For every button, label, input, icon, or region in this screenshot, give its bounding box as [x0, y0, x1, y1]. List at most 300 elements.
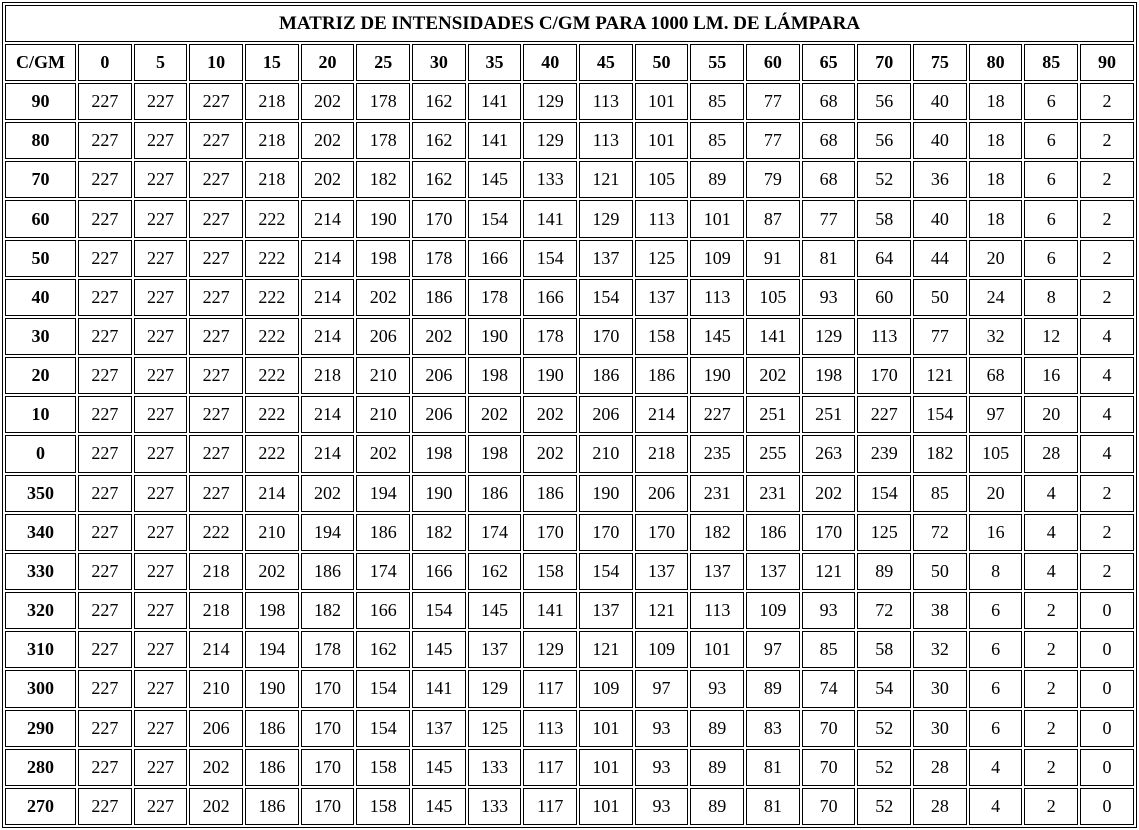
table-cell: 186 [579, 357, 633, 394]
table-cell: 137 [579, 240, 633, 277]
table-cell: 2 [1024, 749, 1078, 786]
table-cell: 113 [579, 83, 633, 120]
table-cell: 109 [635, 631, 689, 668]
column-header: 60 [746, 44, 800, 81]
table-cell: 32 [913, 631, 967, 668]
table-cell: 109 [579, 670, 633, 707]
table-cell: 239 [857, 435, 911, 472]
table-cell: 121 [579, 161, 633, 198]
table-cell: 186 [635, 357, 689, 394]
table-cell: 198 [468, 357, 522, 394]
table-cell: 182 [412, 514, 466, 551]
table-cell: 137 [412, 710, 466, 747]
table-cell: 182 [301, 592, 355, 629]
table-cell: 202 [189, 749, 243, 786]
table-cell: 170 [412, 200, 466, 237]
table-cell: 227 [189, 122, 243, 159]
table-cell: 227 [134, 161, 188, 198]
column-header: 85 [1024, 44, 1078, 81]
table-row [5, 631, 1134, 668]
table-cell: 6 [1024, 83, 1078, 120]
table-cell: 129 [523, 631, 577, 668]
table-cell: 166 [356, 592, 410, 629]
table-cell: 125 [468, 710, 522, 747]
table-cell: 170 [301, 749, 355, 786]
table-cell: 186 [356, 514, 410, 551]
table-cell: 83 [746, 710, 800, 747]
table-cell: 77 [746, 122, 800, 159]
table-cell: 186 [468, 475, 522, 512]
table-cell: 218 [245, 83, 299, 120]
table-cell: 4 [1080, 435, 1134, 472]
corner-label: C/GM [5, 44, 76, 81]
table-cell: 186 [523, 475, 577, 512]
column-header: 90 [1080, 44, 1134, 81]
table-cell: 141 [523, 200, 577, 237]
table-cell: 6 [969, 710, 1023, 747]
row-header: 50 [5, 240, 76, 277]
table-cell: 154 [523, 240, 577, 277]
table-cell: 117 [523, 670, 577, 707]
table-cell: 6 [969, 592, 1023, 629]
table-cell: 202 [523, 396, 577, 433]
table-cell: 227 [189, 318, 243, 355]
row-header: 80 [5, 122, 76, 159]
table-cell: 137 [468, 631, 522, 668]
table-cell: 79 [746, 161, 800, 198]
table-cell: 70 [802, 749, 856, 786]
table-cell: 4 [969, 788, 1023, 825]
table-cell: 227 [78, 83, 132, 120]
table-cell: 18 [969, 200, 1023, 237]
table-cell: 222 [245, 396, 299, 433]
table-cell: 4 [1024, 553, 1078, 590]
table-cell: 178 [468, 279, 522, 316]
table-cell: 0 [1080, 631, 1134, 668]
table-cell: 141 [468, 83, 522, 120]
column-header: 65 [802, 44, 856, 81]
table-cell: 101 [579, 749, 633, 786]
column-header: 80 [969, 44, 1023, 81]
table-cell: 93 [635, 788, 689, 825]
table-cell: 227 [189, 435, 243, 472]
table-cell: 170 [635, 514, 689, 551]
table-cell: 58 [857, 631, 911, 668]
table-cell: 178 [301, 631, 355, 668]
table-cell: 178 [523, 318, 577, 355]
row-header: 320 [5, 592, 76, 629]
table-cell: 227 [189, 396, 243, 433]
table-cell: 202 [301, 83, 355, 120]
table-cell: 202 [412, 318, 466, 355]
table-cell: 0 [1080, 788, 1134, 825]
table-cell: 227 [189, 240, 243, 277]
table-cell: 227 [78, 592, 132, 629]
table-cell: 89 [690, 710, 744, 747]
table-cell: 89 [690, 788, 744, 825]
table-cell: 227 [690, 396, 744, 433]
table-cell: 202 [356, 435, 410, 472]
table-cell: 2 [1080, 161, 1134, 198]
table-cell: 202 [301, 161, 355, 198]
table-cell: 190 [468, 318, 522, 355]
table-cell: 202 [245, 553, 299, 590]
row-header: 20 [5, 357, 76, 394]
table-cell: 227 [78, 710, 132, 747]
table-cell: 227 [134, 396, 188, 433]
table-cell: 129 [579, 200, 633, 237]
table-title: MATRIZ DE INTENSIDADES C/GM PARA 1000 LM. DE LÁMPARA [5, 5, 1134, 42]
table-cell: 198 [468, 435, 522, 472]
table-cell: 145 [690, 318, 744, 355]
table-cell: 52 [857, 749, 911, 786]
table-cell: 214 [635, 396, 689, 433]
table-cell: 4 [1024, 475, 1078, 512]
table-cell: 0 [1080, 749, 1134, 786]
table-cell: 40 [913, 83, 967, 120]
table-cell: 170 [301, 670, 355, 707]
table-cell: 28 [1024, 435, 1078, 472]
table-cell: 202 [523, 435, 577, 472]
table-cell: 170 [802, 514, 856, 551]
table-cell: 50 [913, 279, 967, 316]
table-cell: 154 [579, 279, 633, 316]
table-cell: 2 [1080, 200, 1134, 237]
table-cell: 137 [579, 592, 633, 629]
table-cell: 190 [356, 200, 410, 237]
table-cell: 222 [245, 318, 299, 355]
table-cell: 121 [802, 553, 856, 590]
intensity-matrix-table [2, 2, 1137, 828]
row-header: 290 [5, 710, 76, 747]
table-cell: 0 [1080, 670, 1134, 707]
table-cell: 4 [1080, 396, 1134, 433]
column-header: 45 [579, 44, 633, 81]
table-cell: 227 [134, 83, 188, 120]
table-cell: 50 [913, 553, 967, 590]
table-cell: 2 [1080, 553, 1134, 590]
table-cell: 54 [857, 670, 911, 707]
table-cell: 231 [746, 475, 800, 512]
table-body [5, 83, 1134, 825]
table-cell: 162 [356, 631, 410, 668]
table-cell: 227 [134, 200, 188, 237]
table-cell: 222 [245, 240, 299, 277]
table-cell: 93 [802, 279, 856, 316]
table-row [5, 318, 1134, 355]
table-cell: 214 [301, 318, 355, 355]
table-cell: 91 [746, 240, 800, 277]
table-cell: 251 [802, 396, 856, 433]
row-header: 330 [5, 553, 76, 590]
table-cell: 8 [969, 553, 1023, 590]
table-cell: 137 [635, 279, 689, 316]
table-cell: 101 [635, 83, 689, 120]
table-cell: 70 [802, 788, 856, 825]
column-header: 75 [913, 44, 967, 81]
row-header: 300 [5, 670, 76, 707]
table-cell: 227 [134, 122, 188, 159]
table-cell: 158 [523, 553, 577, 590]
table-cell: 162 [468, 553, 522, 590]
column-header: 20 [301, 44, 355, 81]
table-cell: 227 [134, 279, 188, 316]
table-cell: 2 [1080, 514, 1134, 551]
table-cell: 60 [857, 279, 911, 316]
table-cell: 105 [746, 279, 800, 316]
table-cell: 190 [412, 475, 466, 512]
table-cell: 227 [78, 122, 132, 159]
table-cell: 145 [412, 631, 466, 668]
table-cell: 2 [1080, 279, 1134, 316]
table-cell: 186 [245, 788, 299, 825]
table-cell: 182 [913, 435, 967, 472]
table-cell: 0 [1080, 592, 1134, 629]
table-cell: 227 [78, 357, 132, 394]
table-cell: 202 [301, 122, 355, 159]
table-cell: 141 [746, 318, 800, 355]
table-cell: 218 [189, 553, 243, 590]
column-header: 30 [412, 44, 466, 81]
column-header: 35 [468, 44, 522, 81]
table-cell: 56 [857, 83, 911, 120]
table-cell: 2 [1080, 240, 1134, 277]
row-header: 60 [5, 200, 76, 237]
table-cell: 12 [1024, 318, 1078, 355]
table-cell: 227 [78, 161, 132, 198]
table-cell: 52 [857, 788, 911, 825]
table-cell: 77 [802, 200, 856, 237]
row-header: 70 [5, 161, 76, 198]
row-header: 310 [5, 631, 76, 668]
table-cell: 162 [412, 83, 466, 120]
table-cell: 210 [356, 357, 410, 394]
table-cell: 227 [189, 83, 243, 120]
table-cell: 202 [802, 475, 856, 512]
table-cell: 218 [245, 122, 299, 159]
table-cell: 174 [468, 514, 522, 551]
table-cell: 214 [301, 396, 355, 433]
row-header: 0 [5, 435, 76, 472]
table-cell: 154 [913, 396, 967, 433]
table-cell: 178 [356, 122, 410, 159]
table-cell: 24 [969, 279, 1023, 316]
table-cell: 206 [412, 396, 466, 433]
table-cell: 2 [1024, 670, 1078, 707]
table-cell: 210 [356, 396, 410, 433]
table-cell: 137 [635, 553, 689, 590]
table-cell: 227 [78, 475, 132, 512]
table-cell: 227 [134, 553, 188, 590]
table-cell: 227 [78, 240, 132, 277]
table-cell: 202 [746, 357, 800, 394]
row-header: 270 [5, 788, 76, 825]
table-cell: 2 [1024, 592, 1078, 629]
table-cell: 133 [468, 788, 522, 825]
row-header: 10 [5, 396, 76, 433]
table-cell: 251 [746, 396, 800, 433]
table-cell: 227 [134, 475, 188, 512]
table-cell: 206 [579, 396, 633, 433]
table-cell: 97 [969, 396, 1023, 433]
table-cell: 93 [635, 749, 689, 786]
table-cell: 198 [412, 435, 466, 472]
table-cell: 145 [412, 788, 466, 825]
table-cell: 2 [1024, 788, 1078, 825]
table-cell: 85 [690, 83, 744, 120]
table-cell: 38 [913, 592, 967, 629]
table-cell: 4 [1024, 514, 1078, 551]
table-cell: 68 [969, 357, 1023, 394]
column-header: 70 [857, 44, 911, 81]
table-cell: 137 [746, 553, 800, 590]
table-cell: 4 [1080, 318, 1134, 355]
table-cell: 154 [857, 475, 911, 512]
table-cell: 121 [579, 631, 633, 668]
table-cell: 194 [245, 631, 299, 668]
table-cell: 190 [523, 357, 577, 394]
table-cell: 129 [802, 318, 856, 355]
table-cell: 6 [1024, 122, 1078, 159]
table-cell: 170 [523, 514, 577, 551]
table-cell: 6 [969, 631, 1023, 668]
table-cell: 141 [412, 670, 466, 707]
column-header: 10 [189, 44, 243, 81]
table-row [5, 475, 1134, 512]
table-cell: 89 [857, 553, 911, 590]
table-cell: 129 [468, 670, 522, 707]
table-cell: 174 [356, 553, 410, 590]
table-cell: 97 [635, 670, 689, 707]
table-cell: 6 [1024, 161, 1078, 198]
table-cell: 227 [78, 279, 132, 316]
table-cell: 36 [913, 161, 967, 198]
table-cell: 227 [134, 240, 188, 277]
table-cell: 68 [802, 161, 856, 198]
table-cell: 101 [690, 200, 744, 237]
table-cell: 2 [1080, 475, 1134, 512]
table-cell: 93 [690, 670, 744, 707]
table-cell: 206 [412, 357, 466, 394]
table-cell: 101 [579, 710, 633, 747]
row-header: 280 [5, 749, 76, 786]
table-cell: 133 [468, 749, 522, 786]
row-header: 30 [5, 318, 76, 355]
table-cell: 170 [857, 357, 911, 394]
row-header: 340 [5, 514, 76, 551]
table-cell: 6 [1024, 200, 1078, 237]
table-cell: 6 [969, 670, 1023, 707]
table-cell: 2 [1024, 710, 1078, 747]
table-cell: 105 [635, 161, 689, 198]
table-cell: 129 [523, 122, 577, 159]
table-cell: 166 [523, 279, 577, 316]
table-cell: 198 [356, 240, 410, 277]
table-cell: 0 [1080, 710, 1134, 747]
table-cell: 154 [412, 592, 466, 629]
table-cell: 227 [134, 318, 188, 355]
row-header: 40 [5, 279, 76, 316]
table-cell: 40 [913, 200, 967, 237]
table-cell: 214 [301, 240, 355, 277]
column-header: 5 [134, 44, 188, 81]
table-cell: 202 [301, 475, 355, 512]
table-cell: 64 [857, 240, 911, 277]
table-row [5, 240, 1134, 277]
table-cell: 214 [301, 435, 355, 472]
table-cell: 214 [245, 475, 299, 512]
table-cell: 85 [690, 122, 744, 159]
table-cell: 20 [1024, 396, 1078, 433]
table-cell: 141 [523, 592, 577, 629]
table-cell: 166 [468, 240, 522, 277]
table-cell: 154 [356, 710, 410, 747]
table-cell: 129 [523, 83, 577, 120]
table-cell: 227 [78, 670, 132, 707]
table-cell: 117 [523, 749, 577, 786]
table-cell: 222 [245, 200, 299, 237]
table-cell: 93 [635, 710, 689, 747]
table-cell: 227 [189, 357, 243, 394]
table-cell: 113 [690, 279, 744, 316]
table-cell: 222 [245, 279, 299, 316]
table-cell: 263 [802, 435, 856, 472]
table-cell: 56 [857, 122, 911, 159]
table-cell: 77 [746, 83, 800, 120]
table-cell: 222 [189, 514, 243, 551]
table-cell: 206 [189, 710, 243, 747]
table-row [5, 279, 1134, 316]
table-cell: 227 [134, 631, 188, 668]
table-cell: 206 [356, 318, 410, 355]
table-cell: 154 [579, 553, 633, 590]
table-cell: 170 [301, 710, 355, 747]
table-cell: 194 [356, 475, 410, 512]
table-cell: 227 [189, 200, 243, 237]
table-cell: 70 [802, 710, 856, 747]
table-cell: 218 [189, 592, 243, 629]
table-cell: 202 [468, 396, 522, 433]
table-cell: 255 [746, 435, 800, 472]
table-cell: 105 [969, 435, 1023, 472]
table-cell: 202 [189, 788, 243, 825]
table-cell: 18 [969, 83, 1023, 120]
table-cell: 218 [635, 435, 689, 472]
table-cell: 227 [78, 631, 132, 668]
table-cell: 227 [134, 357, 188, 394]
table-cell: 85 [802, 631, 856, 668]
table-cell: 74 [802, 670, 856, 707]
table-cell: 121 [635, 592, 689, 629]
table-cell: 227 [134, 788, 188, 825]
table-cell: 2 [1024, 631, 1078, 668]
table-cell: 97 [746, 631, 800, 668]
table-cell: 162 [412, 161, 466, 198]
table-cell: 4 [969, 749, 1023, 786]
table-cell: 133 [523, 161, 577, 198]
table-cell: 101 [579, 788, 633, 825]
table-cell: 93 [802, 592, 856, 629]
table-row [5, 357, 1134, 394]
table-cell: 227 [78, 318, 132, 355]
table-cell: 214 [301, 279, 355, 316]
table-cell: 4 [1080, 357, 1134, 394]
table-cell: 158 [356, 749, 410, 786]
table-cell: 198 [245, 592, 299, 629]
table-cell: 218 [301, 357, 355, 394]
table-cell: 198 [802, 357, 856, 394]
table-cell: 218 [245, 161, 299, 198]
